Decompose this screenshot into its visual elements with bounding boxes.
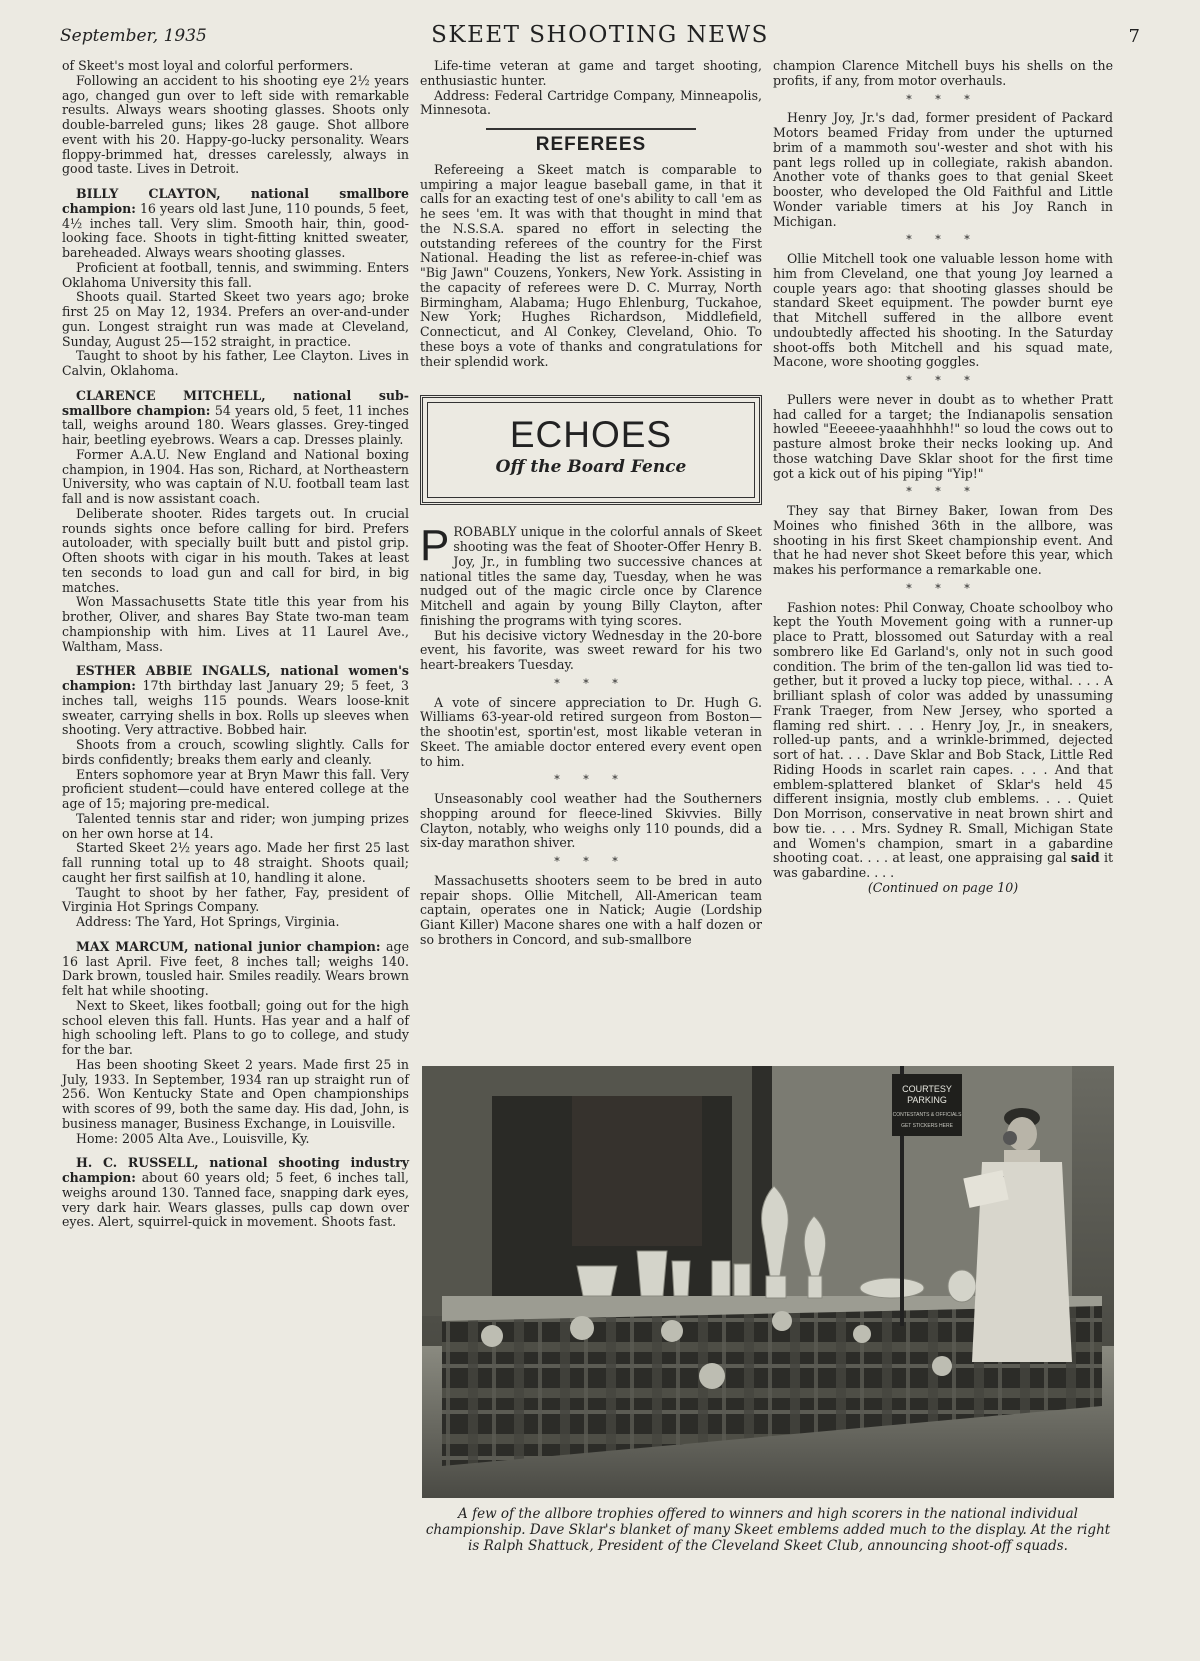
referees-heading: REFEREES	[535, 134, 647, 155]
bio-text: 17th birthday last January 29; 5 feet, 3 inches tall, weighs 115 pounds. Wears loose-knit sweater, carrying shells in box. Rolls up sleeves when shooting. Very attractive. Bobbed hair.	[62, 678, 409, 738]
page-number: 7	[1128, 26, 1140, 47]
bio-text: 16 years old last June, 110 pounds, 5 feet, 4½ inches tall. Very slim. Smooth hair, thin, good-looking face. Shoots in tight-fitting knitted sweater, bareheaded. Always wears shooting glasses.	[62, 200, 409, 260]
bio-name: BILLY CLAYTON, national smallbore champion:	[62, 186, 409, 216]
paragraph: Pullers were never in doubt as to whether Pratt had called for a target; the Indianapolis sensation howled "Eeeeee-yaaahhhhh!" so loud the cows out to pasture almost broke their necks looking up. And those watching Dave Sklar shoot for the first time got a kick out of his piping "Yip!"	[773, 391, 1113, 481]
paragraph: Next to Skeet, likes football; going out for the high school eleven this fall. Hunts. Has year and a half of high schooling left. Plans to go to college, and study for the bar.	[62, 997, 409, 1057]
bio-mitchell	[62, 389, 409, 448]
column-1	[62, 59, 409, 1230]
paragraph-text: ROBABLY unique in the colorful annals of Skeet shooting was the feat of Shooter-Offer Henry B. Joy, Jr., in fumbling two successive chances at national titles the same day, Tuesday, when he was nudged out of the magic circle once by Clarence Mitchell and again by young Billy Clayton, after finishing the programs with tying scores.	[420, 524, 762, 628]
paragraph: Unseasonably cool weather had the Southerners shopping around for fleece-lined Skivvies. Billy Clayton, notably, who weighs only 110 pounds, did a six-day marathon shiver.	[420, 791, 762, 851]
column-2	[420, 59, 762, 948]
paragraph: Following an accident to his shooting eye 2½ years ago, changed gun over to left side with remarkable results. Always wears shooting glasses. Shoots only double-barreled guns; likes 28 gauge. Shot allbore event with his 20. Happy-go-lucky personality. Wears floppy-brimmed hat, dresses carelessly, always in good taste. Lives in Detroit.	[62, 72, 409, 177]
bio-name: ESTHER ABBIE INGALLS, national women's champion:	[62, 663, 409, 693]
paragraph	[773, 601, 1113, 881]
paragraph	[420, 521, 762, 628]
section-stars: * * *	[554, 855, 628, 868]
bio-russell	[62, 1156, 409, 1230]
paragraph: But his decisive victory Wednesday in the 20-bore event, his favorite, was sweet reward for his two heart-breakers Tuesday.	[420, 627, 762, 672]
section-stars: * * *	[906, 233, 980, 247]
echoes-title: ECHOES	[509, 414, 673, 456]
sign-line-3: CONTESTANTS & OFFICIALS	[892, 1112, 962, 1118]
paragraph: Taught to shoot by her father, Fay, president of Virginia Hot Springs Company.	[62, 884, 409, 915]
section-stars: * * *	[906, 374, 980, 387]
sign-line-2: PARKING	[907, 1095, 947, 1105]
bio-text: age 16 last April. Five feet, 8 inches tall; weighs 140. Dark brown, tousled hair. Smiles readily. Wears brown felt hat while shooting.	[62, 938, 409, 998]
drop-cap: P	[420, 521, 450, 571]
bio-clayton	[62, 187, 409, 261]
bio-ingalls	[62, 664, 409, 738]
paragraph: Massachusetts shooters seem to be bred in auto repair shops. Ollie Mitchell, All-American team captain, operates one in Natick; Augie (Lordship Giant Killer) Macone shares one with a half dozen or so brothers in Concord, and sub-smallbore	[420, 872, 762, 947]
paragraph: Home: 2005 Alta Ave., Louisville, Ky.	[76, 1130, 310, 1146]
publication-title: SKEET SHOOTING NEWS	[431, 22, 769, 48]
paragraph: Shoots quail. Started Skeet two years ago; broke first 25 on May 12, 1934. Prefers an over-and-under gun. Longest straight run was made at Cleveland, Sunday, August 25—152 straight, in practice.	[62, 289, 409, 349]
paragraph: Address: Federal Cartridge Company, Minneapolis, Minnesota.	[420, 87, 762, 118]
paragraph: Won Massachusetts State title this year from his brother, Oliver, and shares Bay State two-man team championship with him. Lives at 11 Laurel Ave., Waltham, Mass.	[62, 594, 409, 654]
section-stars: * * *	[906, 485, 980, 499]
echoes-subtitle: Off the Board Fence	[495, 457, 687, 478]
paragraph: Talented tennis star and rider; won jumping prizes on her own horse at 14.	[62, 810, 409, 841]
paragraph: Former A.A.U. New England and National boxing champion, in 1904. Has son, Richard, at Northeastern University, who was captain of N.U. football team last fall and is now assistant coach.	[62, 446, 409, 506]
paragraph-text: it was gabardine. . . .	[773, 850, 1114, 880]
paragraph: Ollie Mitchell took one valuable lesson home with him from Cleveland, one that young Joy learned a couple years ago: that shooting glasses should be standard Skeet equipment. The powder burnt eye that Mitchell suffered in the allbore event undoubtedly affected his shooting. In the Saturday shoot-offs both Mitchell and his squad mate, Macone, wore shooting goggles.	[773, 251, 1113, 370]
bio-name: H. C. RUSSELL, national shooting industry champion:	[62, 1155, 409, 1185]
paragraph: Enters sophomore year at Bryn Mawr this fall. Very proficient student—could have entered college at the age of 15; majoring pre-medical.	[62, 766, 409, 811]
bio-marcum	[62, 940, 409, 999]
continued-note: (Continued on page 10)	[867, 879, 1019, 895]
section-stars: * * *	[554, 773, 628, 787]
paragraph: of Skeet's most loyal and colorful performers.	[62, 58, 354, 73]
issue-date: September, 1935	[60, 26, 207, 46]
paragraph: Refereeing a Skeet match is comparable to umpiring a major league baseball game, in that it calls for an exacting test of one's ability to call 'em as he sees 'em. It was with that thought in mind that the N.S.S.A. spared no effort in selecting the outstanding referees of the country for the First National. Heading the list as referee-in-chief was "Big Jawn" Couzens, Yonkers, New York. Assisting in the capacity of referees were D. C. Murray, North Birmingham, Alabama; Hugo Ehlenburg, Tuckahoe, New York; Hughes Richardson, Middlefield, Connecticut, and Al Conkey, Cleveland, Ohio. To these boys a vote of thanks and congratulations for their splendid work.	[420, 161, 762, 369]
section-stars: * * *	[554, 676, 628, 690]
sign-line-1: COURTESY	[902, 1084, 952, 1094]
paragraph: Started Skeet 2½ years ago. Made her first 25 last fall running total up to 48 straight. Shoots quail; caught her first sailfish at 10, handling it alone.	[62, 840, 409, 885]
paragraph: Deliberate shooter. Rides targets out. In crucial rounds sights once before calling for bird. Prefers autoloader, with specially built butt and pistol grip. Often shoots with cigar in his mouth. Takes at least ten seconds to load gun and call for bird, in big matches.	[62, 505, 409, 595]
paragraph: Shoots from a crouch, scowling slightly. Calls for birds confidently; breaks them early and cleanly.	[62, 737, 409, 767]
column-3	[773, 59, 1113, 896]
bio-text: about 60 years old; 5 feet, 6 inches tall, weighs around 130. Tanned face, snapping dark eyes, very dark hair. Wears glasses, pulls cap down over eyes. Alert, squirrel-quick in movement. Shoots fast.	[62, 1170, 409, 1230]
paragraph: Address: The Yard, Hot Springs, Virginia.	[76, 914, 340, 929]
trophy-photo	[422, 1066, 1114, 1498]
paragraph-text: Fashion notes: Phil Conway, Choate schoolboy who kept the Youth Movement going with a runner-up place to Pratt, blossomed out Saturday with a real sombrero like Ed Garland's, only not in such good condition. The brim of the ten-gallon lid was tied to-gether, but it proved a lucky top piece, withal. . . . A brilliant splash of color was added by unassuming Frank Traeger, from New Jersey, who sported a flaming red shirt. . . . Henry Joy, Jr., in sneakers, rolled-up pants, and a wrinkle-brimmed, dejected sort of hat. . . . Dave Sklar and Bob Stack, Little Red Riding Hoods in scarlet rain capes. . . . And that emblem-splattered blanket of Sklar's held 45 different insignia, mostly club emblems. . . . Quiet Don Morrison, conservative in neat brown shirt and bow tie. . . . Mrs. Sydney R. Small, Michigan State and Women's champion, smart in a gabardine shooting coat. . . . at least, one appraising gal	[773, 599, 1113, 866]
paragraph: Has been shooting Skeet 2 years. Made first 25 in July, 1933. In September, 1934 ran up straight run of 256. Won Kentucky State and Open championships with scores of 99, both the same day. His dad, John, is business manager, Business Exchange, in Louisville.	[62, 1056, 409, 1131]
sign-line-4: GET STICKERS HERE	[901, 1123, 953, 1129]
paragraph: Henry Joy, Jr.'s dad, former president of Packard Motors beamed Friday from under the upturned brim of a mammoth sou'-wester and shot with his pant legs rolled up in collegiate, rakish abandon. Another vote of thanks goes to that genial Skeet booster, who developed the Old Faithful and Little Wonder variable timers at his Joy Ranch in Michigan.	[773, 110, 1113, 229]
paragraph: They say that Birney Baker, Iowan from Des Moines who finished 36th in the allbore, was shooting in his first Skeet championship event. And that he had never shot Skeet before this year, which makes his performance a remarkable one.	[773, 503, 1113, 577]
section-divider	[486, 128, 696, 130]
section-stars: * * *	[906, 92, 980, 106]
bold-word: said	[1070, 850, 1100, 866]
bio-name: CLARENCE MITCHELL, national sub-smallbore champion:	[62, 387, 409, 418]
trophy-photo-illustration	[422, 1066, 1114, 1498]
paragraph: Life-time veteran at game and target shooting, enthusiastic hunter.	[420, 58, 762, 88]
paragraph: champion Clarence Mitchell buys his shells on the profits, if any, from motor overhauls.	[773, 58, 1113, 88]
bio-text: 54 years old, 5 feet, 11 inches tall, weighs around 180. Wears glasses. Grey-tinged hair, beetling eyebrows. Wears a cap. Dresses plainly.	[62, 402, 409, 447]
paragraph: Taught to shoot by his father, Lee Clayton. Lives in Calvin, Oklahoma.	[62, 348, 409, 378]
paragraph: Proficient at football, tennis, and swimming. Enters Oklahoma University this fall.	[62, 259, 409, 290]
page-header	[60, 22, 1140, 52]
photo-caption: A few of the allbore trophies offered to winners and high scorers in the national individual championship. Dave Sklar's blanket of many Skeet emblems added much to the display. At the right is Ralph Shattuck, President of the Cleveland Skeet Club, announcing shoot-off squads.	[425, 1506, 1111, 1554]
section-stars: * * *	[906, 581, 980, 595]
paragraph: A vote of sincere appreciation to Dr. Hugh G. Williams 63-year-old retired surgeon from Boston—the shootin'est, sportin'est, most likable veteran in Skeet. The amiable doctor entered every event open to him.	[420, 694, 762, 769]
echoes-title-box	[420, 395, 762, 505]
bio-name: MAX MARCUM, national junior champion:	[76, 938, 381, 954]
